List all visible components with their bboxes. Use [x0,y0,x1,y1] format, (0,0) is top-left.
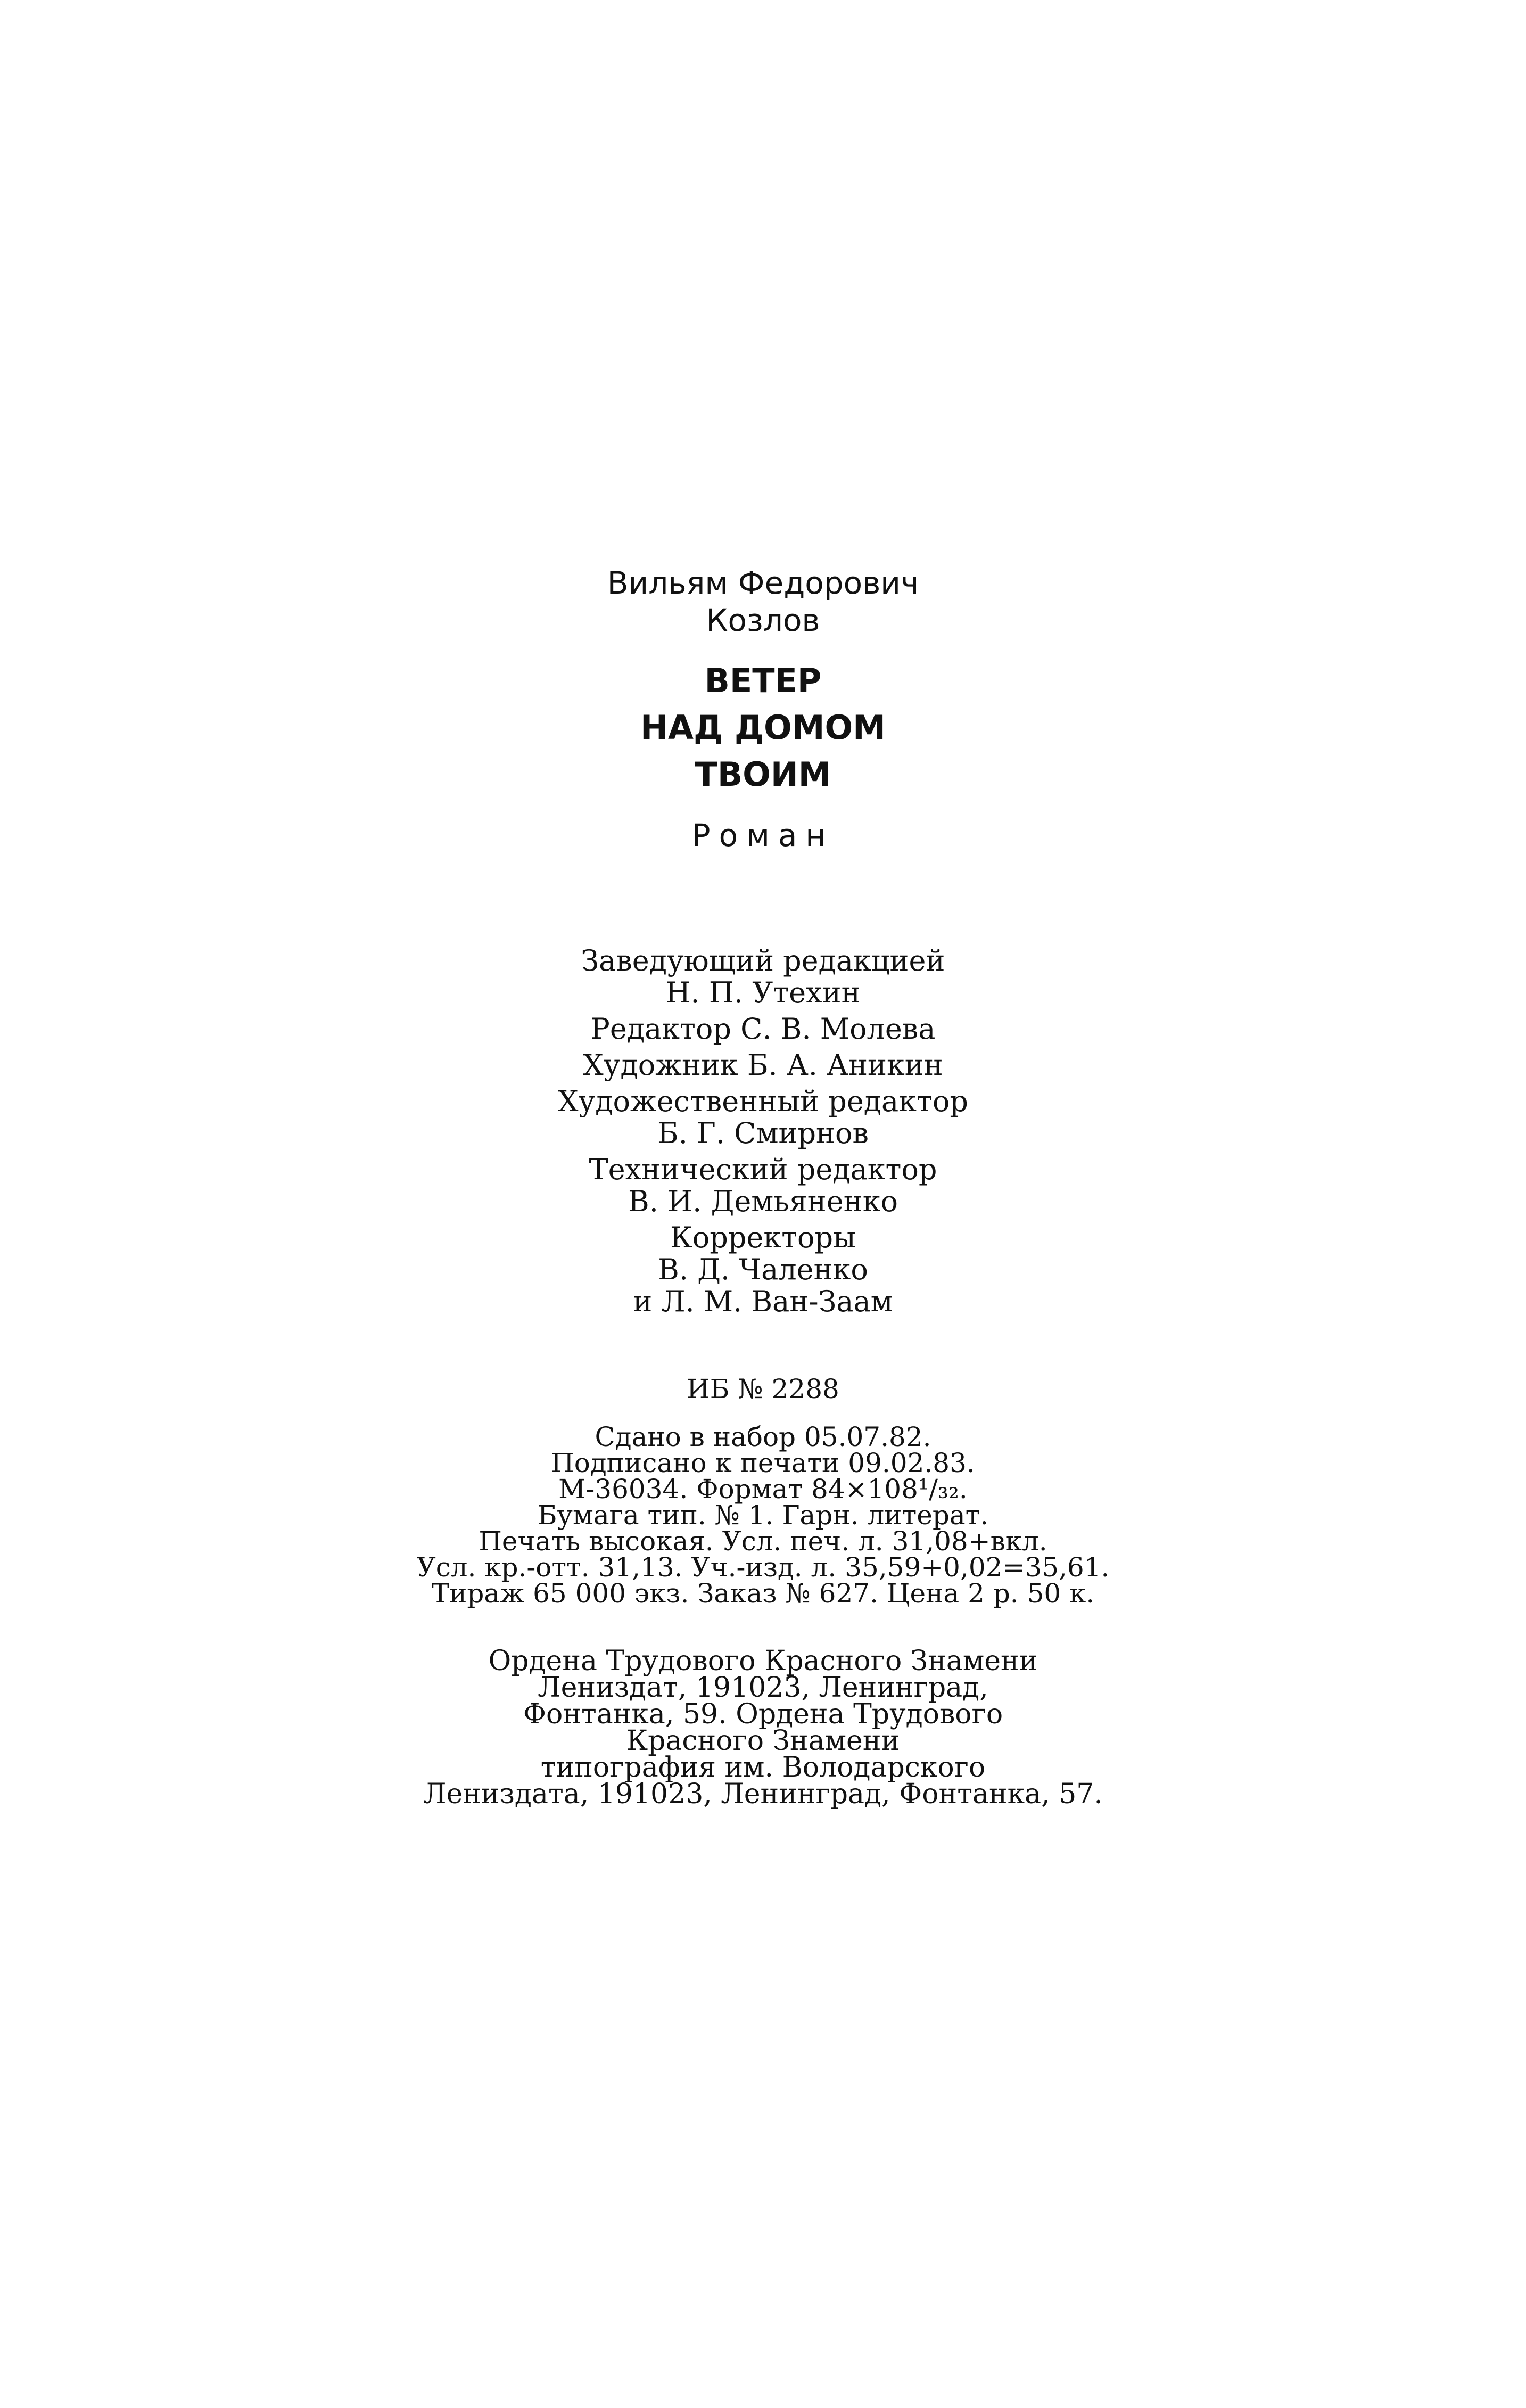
imprint-line: Сдано в набор 05.07.82. [595,1421,931,1452]
imprint-line: Тираж 65 000 экз. Заказ № 627. Цена 2 р. 50 к. [431,1578,1095,1609]
author-block [0,564,1526,639]
credit-role: Художник Б. А. Аникин [583,1048,943,1082]
imprint-line: М-36034. Формат 84×108¹/₃₂. [558,1474,968,1505]
book-title-line-3: ТВОИМ [695,755,831,794]
credit-entry [0,1049,1526,1081]
genre-label: Роман [691,817,835,853]
ib-number: ИБ № 2288 [687,1374,839,1404]
credit-role: Корректоры [670,1221,856,1254]
book-title [0,658,1526,798]
imprint-line: Печать высокая. Усл. печ. л. 31,08+вкл. [479,1526,1047,1557]
credit-entry [0,1154,1526,1218]
credit-name: В. И. Демьяненко [628,1185,898,1218]
book-title-line-1: ВЕТЕР [704,661,822,700]
imprint-block [0,1421,1526,1609]
publisher-line: Лениздата, 191023, Ленинград, Фонтанка, 57. [423,1778,1103,1810]
publisher-line: Красного Знамени [626,1725,900,1757]
imprint-line: Бумага тип. № 1. Гарн. литерат. [537,1500,989,1531]
publisher-line: типография им. Володарского [540,1752,986,1784]
credit-entry [0,1222,1526,1318]
credit-name: Б. Г. Смирнов [657,1116,869,1150]
publisher-block [0,1645,1526,1810]
credit-role: Художественный редактор [558,1084,968,1118]
credit-entry [0,1086,1526,1149]
credit-name: Н. П. Утехин [665,976,861,1009]
publisher-line: Ордена Трудового Красного Знамени [488,1645,1038,1677]
credit-name: В. Д. Чаленко [658,1253,868,1286]
credit-entry [0,945,1526,1009]
credit-entry [0,1013,1526,1045]
credit-name: и Л. М. Ван-Заам [633,1285,893,1318]
author-name-line-1: Вильям Федорович [607,565,919,601]
author-name-line-2: Козлов [706,602,820,638]
credit-role: Заведующий редакцией [581,944,945,977]
publisher-line: Фонтанка, 59. Ордена Трудового [523,1698,1003,1730]
credit-role: Редактор С. В. Молева [590,1012,936,1046]
credit-role: Технический редактор [589,1153,937,1186]
imprint-line: Усл. кр.-отт. 31,13. Уч.-изд. л. 35,59+0,02=35,61. [416,1552,1110,1583]
credits-list [0,945,1526,1318]
imprint-line: Подписано к печати 09.02.83. [551,1448,975,1478]
publisher-line: Лениздат, 191023, Ленинград, [538,1672,988,1704]
book-title-line-2: НАД ДОМОМ [640,708,886,747]
